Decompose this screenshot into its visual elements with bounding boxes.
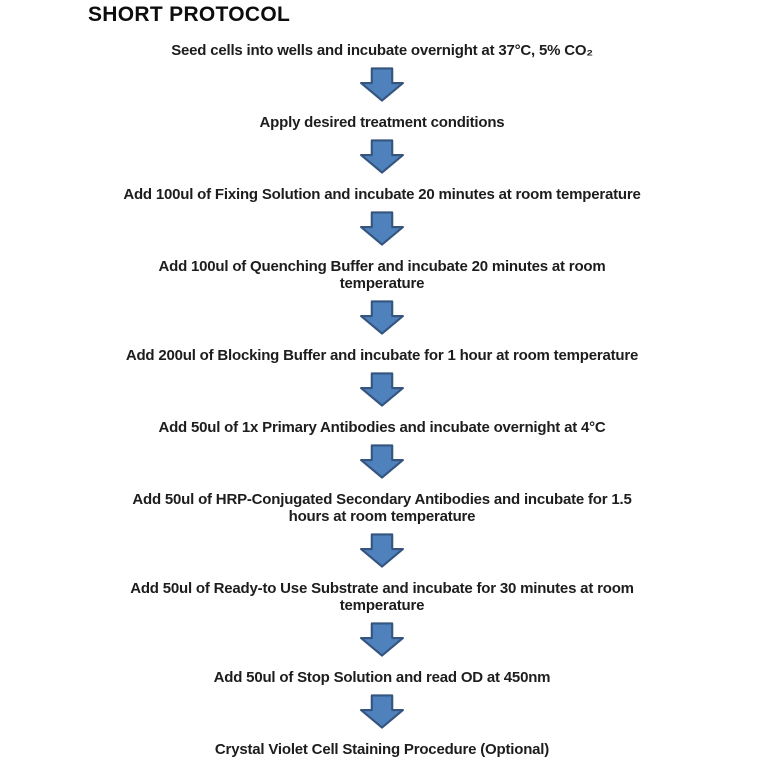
protocol-step-10 [215,741,549,758]
down-arrow-icon [359,139,405,174]
protocol-step-1 [171,42,593,59]
step-text: Apply desired treatment conditions [259,114,505,131]
step-text: Add 50ul of Ready-to Use Substrate and incubate for 30 minutes at room [130,580,634,597]
protocol-step-4 [158,258,605,292]
protocol-step-7 [132,491,631,525]
protocol-step-6 [158,419,605,436]
protocol-step-2 [260,114,505,131]
step-text: Add 50ul of 1x Primary Antibodies and incubate overnight at 4°C [158,419,606,436]
down-arrow-icon [359,372,405,407]
down-arrow-icon [359,622,405,657]
protocol-step-5 [126,347,638,364]
step-text: Add 50ul of HRP-Conjugated Secondary Antibodies and incubate for 1.5 [132,491,632,508]
down-arrow-icon [359,67,405,102]
step-text: Add 100ul of Fixing Solution and incubate 20 minutes at room temperature [123,186,641,203]
step-text: temperature [339,275,425,292]
page-title: SHORT PROTOCOL [88,3,291,26]
protocol-step-8 [130,580,634,614]
down-arrow-icon [359,694,405,729]
down-arrow-icon [359,533,405,568]
step-text: Add 50ul of Stop Solution and read OD at 450nm [213,669,551,686]
step-text: Add 200ul of Blocking Buffer and incubate for 1 hour at room temperature [125,347,639,364]
step-text: Add 100ul of Quenching Buffer and incubate 20 minutes at room [158,258,606,275]
step-text: hours at room temperature [288,508,476,525]
down-arrow-icon [359,300,405,335]
step-text: temperature [339,597,425,614]
down-arrow-icon [359,444,405,479]
step-text: Crystal Violet Cell Staining Procedure (Optional) [214,741,550,758]
protocol-flow [0,42,764,758]
protocol-step-9 [214,669,551,686]
step-text: Seed cells into wells and incubate overnight at 37°C, 5% CO₂ [171,42,593,59]
protocol-step-3 [123,186,640,203]
down-arrow-icon [359,211,405,246]
